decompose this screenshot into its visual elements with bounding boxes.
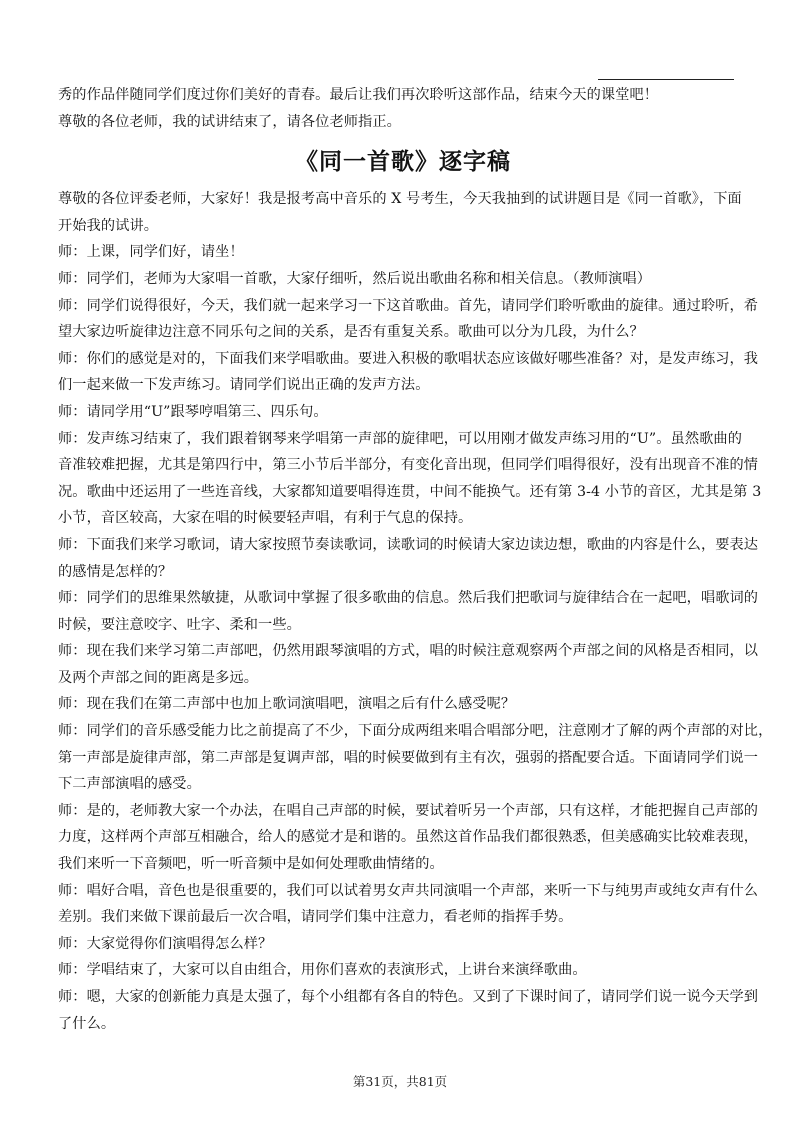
script-section	[58, 186, 773, 1037]
text-line: 师：上课，同学们好，请坐！	[58, 244, 244, 261]
page-number: 第31页，共81页	[352, 1074, 448, 1089]
header-rule	[598, 79, 734, 80]
text-line: 了什么。	[58, 1015, 116, 1032]
text-line: 第一声部是旋律声部，第二声部是复调声部，唱的时候要做到有主有次，强弱的搭配要合适。下面请同学们说一	[58, 749, 759, 766]
text-line: 开始我的试讲。	[58, 217, 159, 234]
text-line: 差别。我们来做下课前最后一次合唱，请同学们集中注意力，看老师的指挥手势。	[58, 909, 573, 926]
text-line: 望大家边听旋律边注意不同乐句之间的关系，是否有重复关系。歌曲可以分为几段，为什么？	[58, 324, 644, 341]
text-line: 的感情是怎样的？	[58, 563, 173, 580]
text-line: 况。歌曲中还运用了一些连音线，大家都知道要唱得连贯，中间不能换气。还有第 3-4 小节的音区，尤其是第 3	[58, 483, 762, 500]
text-line: 下二声部演唱的感受。	[58, 776, 201, 793]
document-body	[58, 82, 773, 1037]
text-line: 我们来听一下音频吧，听一听音频中是如何处理歌曲情绪的。	[58, 856, 444, 873]
text-line: 师：现在我们在第二声部中也加上歌词演唱吧，演唱之后有什么感受呢？	[58, 696, 516, 713]
text-line: 师：大家觉得你们演唱得怎么样？	[58, 935, 273, 952]
text-line: 师：请同学用“U”跟琴哼唱第三、四乐句。	[58, 403, 328, 420]
text-line: 师：同学们，老师为大家唱一首歌，大家仔细听，然后说出歌曲名称和相关信息。（教师演唱）	[58, 270, 651, 287]
text-line: 力度，这样两个声部互相融合，给人的感觉才是和谐的。虽然这首作品我们都很熟悉，但美感确实比较难表现，	[58, 829, 759, 846]
text-line: 师：是的，老师教大家一个办法，在唱自己声部的时候，要试着听另一个声部，只有这样，才能把握自己声部的	[58, 802, 759, 819]
text-line: 师：发声练习结束了，我们跟着钢琴来学唱第一声部的旋律吧，可以用刚才做发声练习用的“U”。虽然歌曲的	[58, 430, 742, 447]
text-line: 们一起来做一下发声练习。请同学们说出正确的发声方法。	[58, 377, 430, 394]
text-line: 师：现在我们来学习第二声部吧，仍然用跟琴演唱的方式，唱的时候注意观察两个声部之间的风格是否相同，以	[58, 643, 759, 660]
text-line: 师：同学们的音乐感受能力比之前提高了不少，下面分成两组来唱合唱部分吧，注意刚才了解的两个声部的对比，	[58, 723, 773, 740]
text-line: 师：唱好合唱，音色也是很重要的，我们可以试着男女声共同演唱一个声部，来听一下与纯男声或纯女声有什么	[58, 882, 759, 899]
text-line: 小节，音区较高，大家在唱的时候要轻声唱，有利于气息的保持。	[58, 510, 473, 527]
text-line: 师：学唱结束了，大家可以自由组合，用你们喜欢的表演形式，上讲台来演绎歌曲。	[58, 962, 587, 979]
text-line: 师：同学们说得很好，今天，我们就一起来学习一下这首歌曲。首先，请同学们聆听歌曲的旋律。通过聆听，希	[58, 297, 759, 314]
text-line: 师：同学们的思维果然敏捷，从歌词中掌握了很多歌曲的信息。然后我们把歌词与旋律结合在一起吧，唱歌词的	[58, 590, 759, 607]
text-line: 及两个声部之间的距离是多远。	[58, 669, 259, 686]
text-line: 音准较难把握，尤其是第四行中，第三小节后半部分，有变化音出现，但同学们唱得很好，没有出现音不准的情	[58, 457, 759, 474]
page-title: 《同一首歌》逐字稿	[295, 149, 511, 176]
text-line: 师：嗯，大家的创新能力真是太强了，每个小组都有各自的特色。又到了下课时间了，请同学们说一说今天学到	[58, 989, 759, 1005]
intro-section	[58, 82, 748, 135]
intro-line: 尊敬的各位老师，我的试讲结束了，请各位老师指正。	[58, 113, 401, 130]
text-line: 师：下面我们来学习歌词，请大家按照节奏读歌词，读歌词的时候请大家边读边想，歌曲的内容是什么，要表达	[58, 536, 759, 553]
intro-line: 秀的作品伴随同学们度过你们美好的青春。最后让我们再次聆听这部作品，结束今天的课堂吧！	[58, 87, 659, 103]
text-line: 尊敬的各位评委老师，大家好！我是报考高中音乐的 X 号考生，今天我抽到的试讲题目是《同一首歌》，下面	[58, 191, 742, 208]
text-line: 时候，要注意咬字、吐字、柔和一些。	[58, 616, 301, 633]
text-line: 师：你们的感觉是对的，下面我们来学唱歌曲。要进入积极的歌唱状态应该做好哪些准备？对，是发声练习，我	[58, 350, 759, 367]
